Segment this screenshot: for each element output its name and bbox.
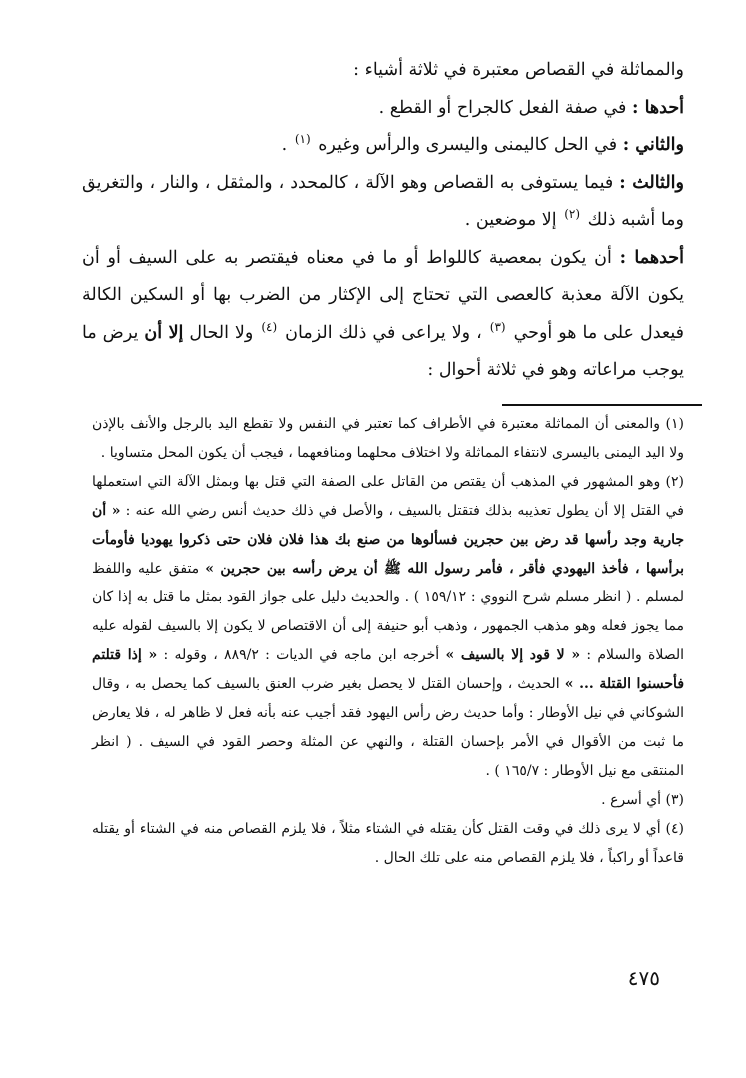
exception-bold: إلا أن xyxy=(144,322,184,343)
footnote-ref-3: (٣) xyxy=(489,319,506,334)
footnote-divider xyxy=(502,404,702,406)
main-text xyxy=(82,52,684,390)
exception-text-1: أن يكون بمعصية كاللواط أو ما في معناه فيقتصر به على السيف أو أن يكون الآلة معذبة كالعصى التي تحتاج إلى الإكثار من الضرب بها أو السكين الكالة فيعدل على ما هو أوحي xyxy=(82,247,684,343)
footnote-ref-2: (٢) xyxy=(564,207,581,222)
footnote-ref-4: (٤) xyxy=(261,319,278,334)
hadith-quote: « إذا قتلتم فأحسنوا القتلة ... » xyxy=(92,647,685,693)
footnote-text: الحديث ، وإحسان القتل لا يحصل بغير ضرب العنق بالسيف كما يحصل به ، وقال الشوكاني في نيل الأوطار : وأما حديث رض رأس اليهود فقد أجيب عنه بأنه فعل لا ظاهر له ، فلا يعارض ما ثبت من الأقوال في الأمر بإحسان القتلة ، والنهي عن المثلة وحصر القود في السيف . ( انظر المنتقى مع نيل الأوطار : ١٦٥/٧ ) . xyxy=(92,676,685,779)
footnote-text: أي لا يرى ذلك في وقت القتل كأن يقتله في الشتاء مثلاً ، فلا يلزم القصاص منه في الشتاء أو يقتله قاعداً أو راكباً ، فلا يلزم القصاص منه على تلك الحال . xyxy=(92,820,684,866)
footnote-number: (١) xyxy=(665,416,685,432)
footnote-text: متفق عليه واللفظ لمسلم . ( انظر مسلم شرح النووي : ١٥٩/١٢ ) . والحديث دليل على جواز القود بمثل ما قتل به إذا كان مما يجوز فعله وهو مذهب الجمهور ، وذهب أبو حنيفة إلى أن الاقتصاص لا يكون إلا بالسيف لقوله عليه الصلاة والسلام : xyxy=(92,560,685,664)
footnote-1 xyxy=(92,410,684,468)
exception-text-4: يرض ما يوجب مراعاته وهو في ثلاثة أحوال : xyxy=(82,322,684,380)
second-text: في الحل كاليمنى واليسرى والرأس وغيره xyxy=(318,135,618,155)
intro-text: والمماثلة في القصاص معتبرة في ثلاثة أشياء : xyxy=(353,60,684,80)
footnote-text: وهو المشهور في المذهب أن يقتص من القاتل على الصفة التي قتل بها وبمثل الآلة التي استعملها في القتل إلا أن يطول تعذيبه بذلك فتقتل بالسيف ، والأصل في ذلك حديث أنس رضي الله عنه : xyxy=(92,473,684,519)
paragraph-exception xyxy=(82,240,684,390)
third-label: والثالث : xyxy=(619,172,684,193)
footnote-number: (٣) xyxy=(665,791,684,808)
third-text: فيما يستوفى به القصاص وهو الآلة ، كالمحدد ، والمثقل ، والنار ، والتغريق وما أشبه ذلك xyxy=(82,172,684,230)
footnote-number: (٤) xyxy=(665,820,684,837)
footnote-text: أي أسرع . xyxy=(601,791,662,808)
paragraph-intro xyxy=(82,52,684,90)
footnote-number: (٢) xyxy=(665,473,684,490)
footnote-2 xyxy=(92,468,684,786)
second-label: والثاني : xyxy=(622,135,684,155)
first-label: أحدها : xyxy=(632,97,684,118)
hadith-quote: « أن جارية وجد رأسها قد رض بين حجرين فسألوها من صنع بك هذا فلان فلان حتى ذكروا يهوديا فأومأت برأسها ، فأخذ اليهودي فأقر ، فأمر رسول الله ﷺ أن يرض رأسه بين حجرين » xyxy=(92,502,684,577)
page-number: ٤٧٥ xyxy=(627,966,660,990)
third-end: إلا موضعين . xyxy=(464,210,557,230)
paragraph-first xyxy=(82,90,684,128)
footnote-ref-1: (١) xyxy=(294,132,311,147)
exception-label: أحدهما : xyxy=(619,247,684,268)
paragraph-third xyxy=(82,165,684,240)
footnote-text: والمعنى أن المماثلة معتبرة في الأطراف كما تعتبر في النفس ولا تقطع اليد بالرجل والأنف بالإذن ولا اليد اليمنى باليسرى لانتفاء المماثلة ولا اختلاف محلهما ومنافعهما ، فيجب أن يكون المحل متساويا . xyxy=(92,416,684,461)
exception-text-3: ولا الحال xyxy=(189,322,254,343)
first-text: في صفة الفعل كالجراح أو القطع . xyxy=(378,97,627,118)
footnote-3 xyxy=(92,786,684,815)
footnote-text: أخرجه ابن ماجه في الديات : ٨٨٩/٢ ، وقوله : xyxy=(163,647,440,664)
paragraph-second xyxy=(82,127,684,165)
footnotes xyxy=(92,410,684,873)
exception-text-2: ، ولا يراعى في ذلك الزمان xyxy=(285,322,482,343)
footnote-4 xyxy=(92,815,684,873)
second-end: . xyxy=(281,135,288,155)
hadith-quote: « لا قود إلا بالسيف » xyxy=(445,647,581,664)
